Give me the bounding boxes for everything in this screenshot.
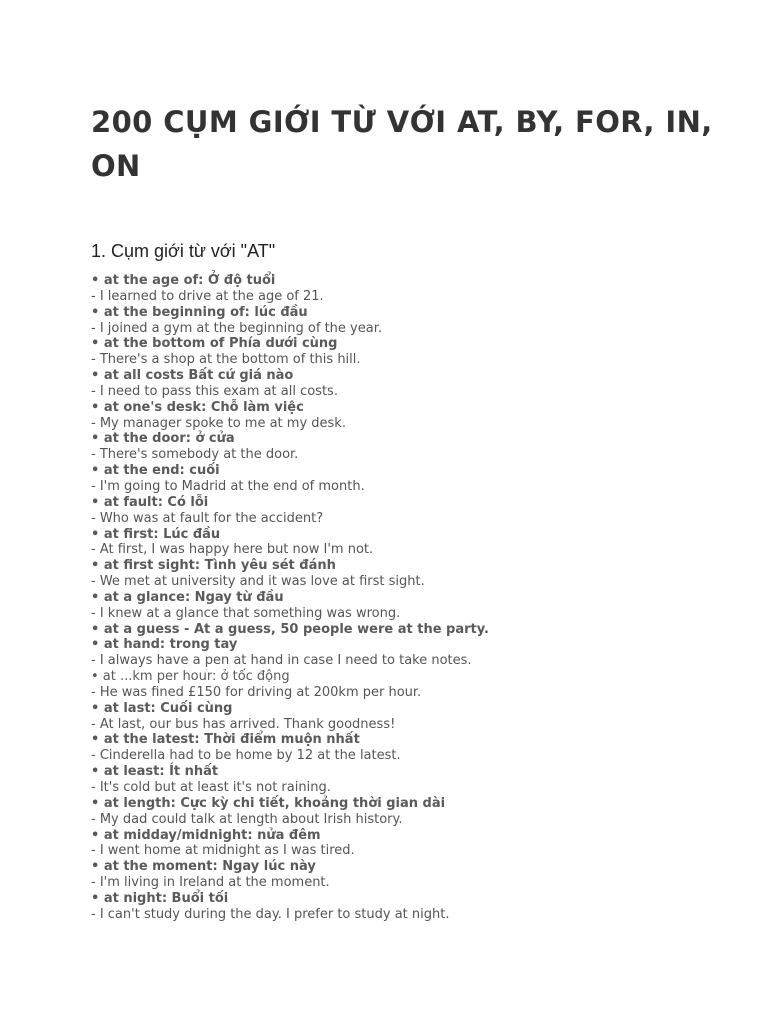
entry-term: • at the latest: Thời điểm muộn nhất [91,732,360,748]
entry-example: - At first, I was happy here but now I'm not. [91,542,374,558]
entry-term: • at the end: cuối [91,463,220,479]
entry-example: - Who was at fault for the accident? [91,510,324,526]
entry-example: - I'm living in Ireland at the moment. [91,875,330,891]
entry-term: • at the moment: Ngay lúc này [91,859,316,875]
entry-term: • at fault: Có lỗi [91,494,209,510]
document-title: 200 CỤM GIỚI TỪ VỚI AT, BY, FOR, IN, ON [91,105,713,183]
entry-example: - There's a shop at the bottom of this hill. [91,352,361,368]
entry-term: • at the bottom of Phía dưới cùng [91,336,338,352]
entry-term: • at the door: ở cửa [91,431,235,447]
entry-term: • at last: Cuối cùng [91,700,233,716]
entry-term: • at hand: trong tay [91,637,238,653]
entry-term: • at a glance: Ngay từ đầu [91,589,284,605]
entry-example: - There's somebody at the door. [91,447,299,463]
entry-example: - My manager spoke to me at my desk. [91,415,346,431]
entry-example: - I can't study during the day. I prefer to study at night. [91,906,450,922]
entry-example: - I went home at midnight as I was tired. [91,843,355,859]
entry-example: - I joined a gym at the beginning of the year. [91,320,382,336]
entry-example: - Cinderella had to be home by 12 at the latest. [91,748,401,764]
entry-term: • at first sight: Tình yêu sét đánh [91,558,336,574]
entry-example: - He was fined £150 for driving at 200km per hour. [91,684,422,700]
entry-term: • at one's desk: Chỗ làm việc [91,399,304,415]
entry-term: • at midday/midnight: nửa đêm [91,827,321,843]
entry-example: - My dad could talk at length about Irish history. [91,811,403,827]
entry-term: • at the beginning of: lúc đầu [91,304,308,320]
entry-example: - I'm going to Madrid at the end of month. [91,478,365,494]
entry-example: - I learned to drive at the age of 21. [91,288,324,304]
entry-example: - I always have a pen at hand in case I need to take notes. [91,653,472,669]
entry-term: • at night: Buổi tối [91,890,229,906]
entry-example: - At last, our bus has arrived. Thank goodness! [91,716,396,732]
entry-term: • at all costs Bất cứ giá nào [91,368,294,384]
entry-term: • at first: Lúc đầu [91,526,221,542]
entry-term: • at length: Cực kỳ chi tiết, khoảng thời gian dài [91,795,446,811]
entry-term: • at least: Ít nhất [91,764,219,780]
entry-list [91,273,731,923]
entry-example: - We met at university and it was love at first sight. [91,574,425,590]
entry-example: - I knew at a glance that something was wrong. [91,605,401,621]
document-page [91,0,731,923]
section-heading: 1. Cụm giới từ với "AT" [91,241,276,261]
entry-term: • at the age of: Ở độ tuổi [91,273,276,288]
entry-term: • at ...km per hour: ở tốc động [91,669,290,685]
entry-example: - I need to pass this exam at all costs. [91,383,338,399]
entry-term: • at a guess - At a guess, 50 people were at the party. [91,621,489,637]
entry-example: - It's cold but at least it's not raining. [91,780,331,795]
